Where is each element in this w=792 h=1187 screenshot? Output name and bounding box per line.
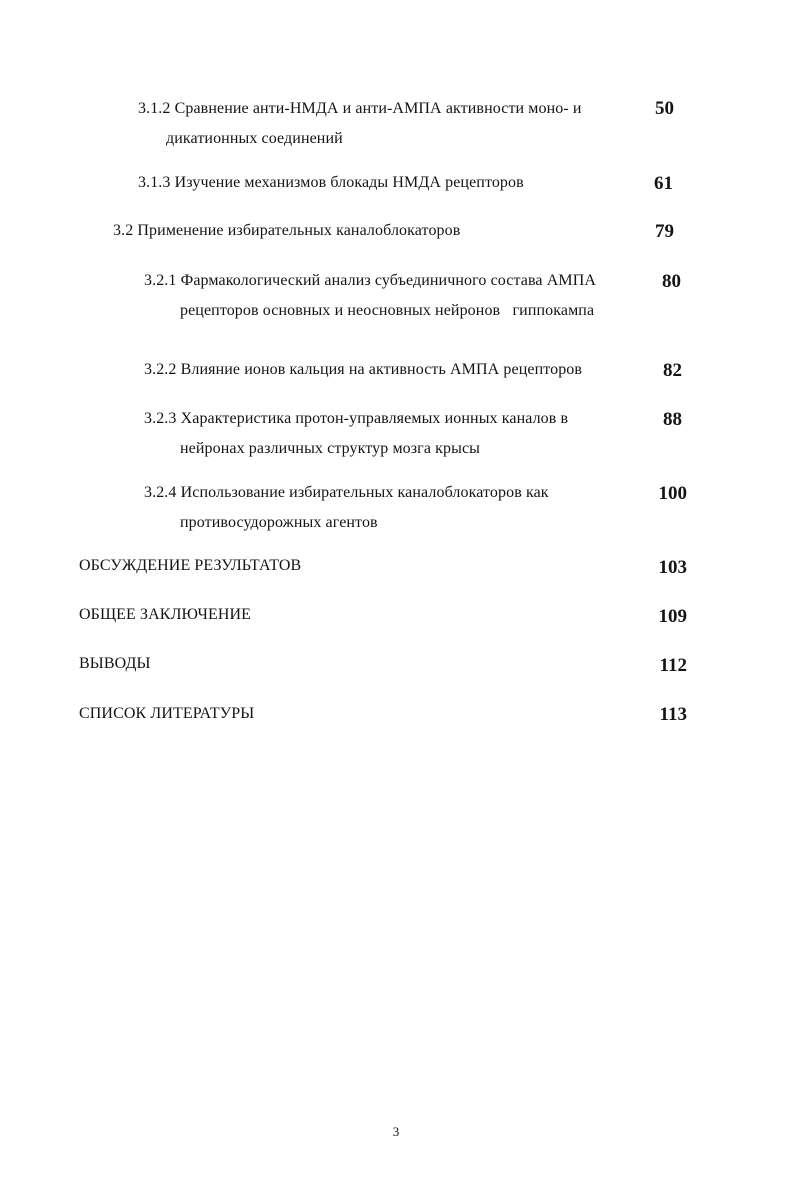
toc-entry-3-2-1-line1: 3.2.1 Фармакологический анализ субъединичного состава АМПА (144, 272, 597, 289)
toc-entry-general-conclusion: ОБЩЕЕ ЗАКЛЮЧЕНИЕ (79, 606, 252, 623)
toc-page-general-conclusion: 109 (658, 606, 687, 627)
toc-entry-3-2-2: 3.2.2 Влияние ионов кальция на активность АМПА рецепторов (144, 361, 583, 378)
toc-entry-3-1-3: 3.1.3 Изучение механизмов блокады НМДА рецепторов (138, 174, 524, 191)
toc-entry-3-1-2-line2: дикатионных соединений (166, 130, 343, 147)
toc-page-discussion: 103 (658, 557, 687, 578)
toc-entry-3-2-4-line1: 3.2.4 Использование избирательных каналоблокаторов как (144, 484, 549, 501)
toc-entry-3-2-3-line1: 3.2.3 Характеристика протон-управляемых ионных каналов в (144, 410, 569, 427)
toc-entry-3-2: 3.2 Применение избирательных каналоблокаторов (113, 222, 461, 239)
toc-page-references: 113 (659, 704, 687, 725)
toc-page-3-2-2: 82 (663, 360, 682, 381)
toc-entry-3-2-1-line2: рецепторов основных и неосновных нейронов гиппокампа (180, 302, 595, 319)
toc-page-3-2-4: 100 (658, 483, 687, 504)
toc-entry-conclusions: ВЫВОДЫ (79, 655, 151, 672)
toc-entry-references: СПИСОК ЛИТЕРАТУРЫ (79, 705, 255, 722)
toc-page-3-2-3: 88 (663, 409, 682, 430)
toc-entry-3-2-3-line2: нейронах различных структур мозга крысы (180, 440, 481, 457)
toc-page-conclusions: 112 (659, 655, 687, 676)
toc-entry-3-2-4-line2: противосудорожных агентов (180, 514, 378, 531)
toc-page-3-2: 79 (655, 221, 674, 242)
toc-entry-discussion: ОБСУЖДЕНИЕ РЕЗУЛЬТАТОВ (79, 557, 302, 574)
page-number: 3 (392, 1124, 400, 1139)
toc-page-3-1-2: 50 (655, 98, 674, 119)
toc-page-3-2-1: 80 (662, 271, 681, 292)
toc-entry-3-1-2-line1: 3.1.2 Сравнение анти-НМДА и анти-АМПА активности моно- и (138, 100, 582, 117)
toc-page-3-1-3: 61 (654, 173, 673, 194)
